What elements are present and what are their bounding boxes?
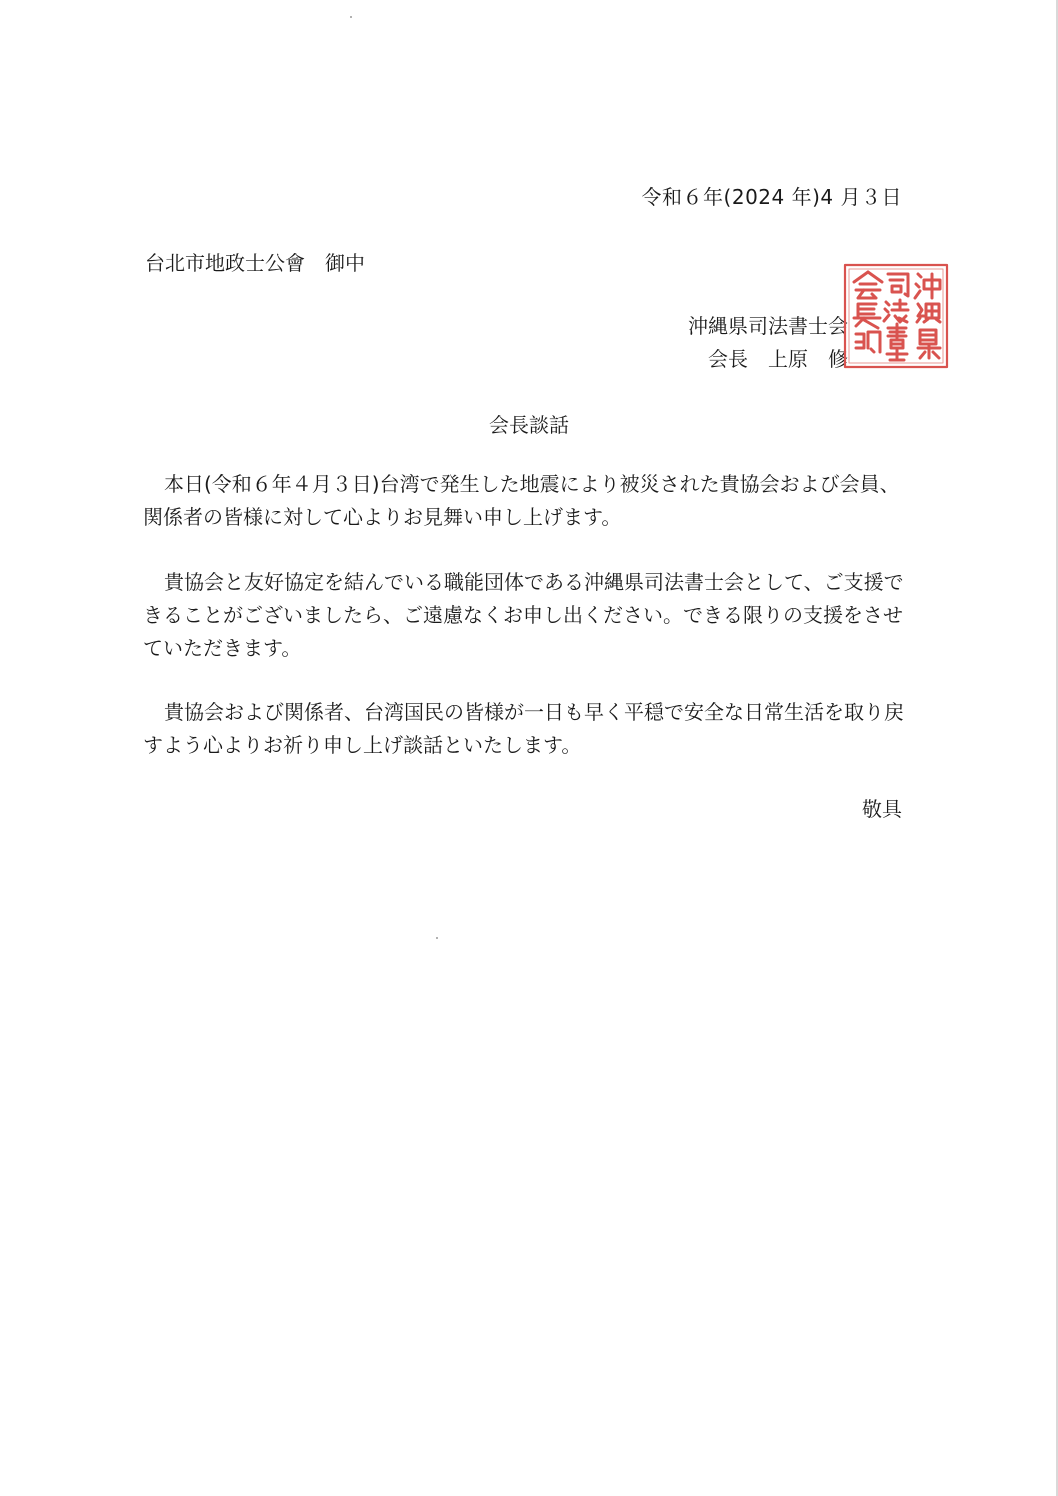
letter-date: 令和６年(2024 年)4 月３日 [641, 185, 902, 209]
sender-representative: 会長 上原 修 [708, 347, 848, 371]
closing-phrase: 敬具 [862, 797, 902, 821]
addressee: 台北市地政士公會 御中 [145, 251, 365, 275]
sender-block [688, 310, 848, 376]
scan-speck [350, 16, 352, 18]
scan-speck [436, 937, 438, 939]
body-paragraph: 本日(令和６年４月３日)台湾で発生した地震により被災された貴協会および会員、関係者の皆様に対して心よりお見舞い申し上げます。 [143, 472, 900, 529]
official-seal-stamp [842, 262, 950, 370]
sender-organization: 沖縄県司法書士会 [688, 314, 848, 338]
document-title: 会長談話 [489, 413, 569, 437]
body-paragraph: 貴協会および関係者、台湾国民の皆様が一日も早く平穏で安全な日常生活を取り戻すよう心よりお祈り申し上げ談話といたします。 [143, 700, 904, 757]
body-paragraph: 貴協会と友好協定を結んでいる職能団体である沖縄県司法書士会として、ご支援できることがございましたら、ご遠慮なくお申し出ください。できる限りの支援をさせていただきます。 [143, 570, 904, 660]
